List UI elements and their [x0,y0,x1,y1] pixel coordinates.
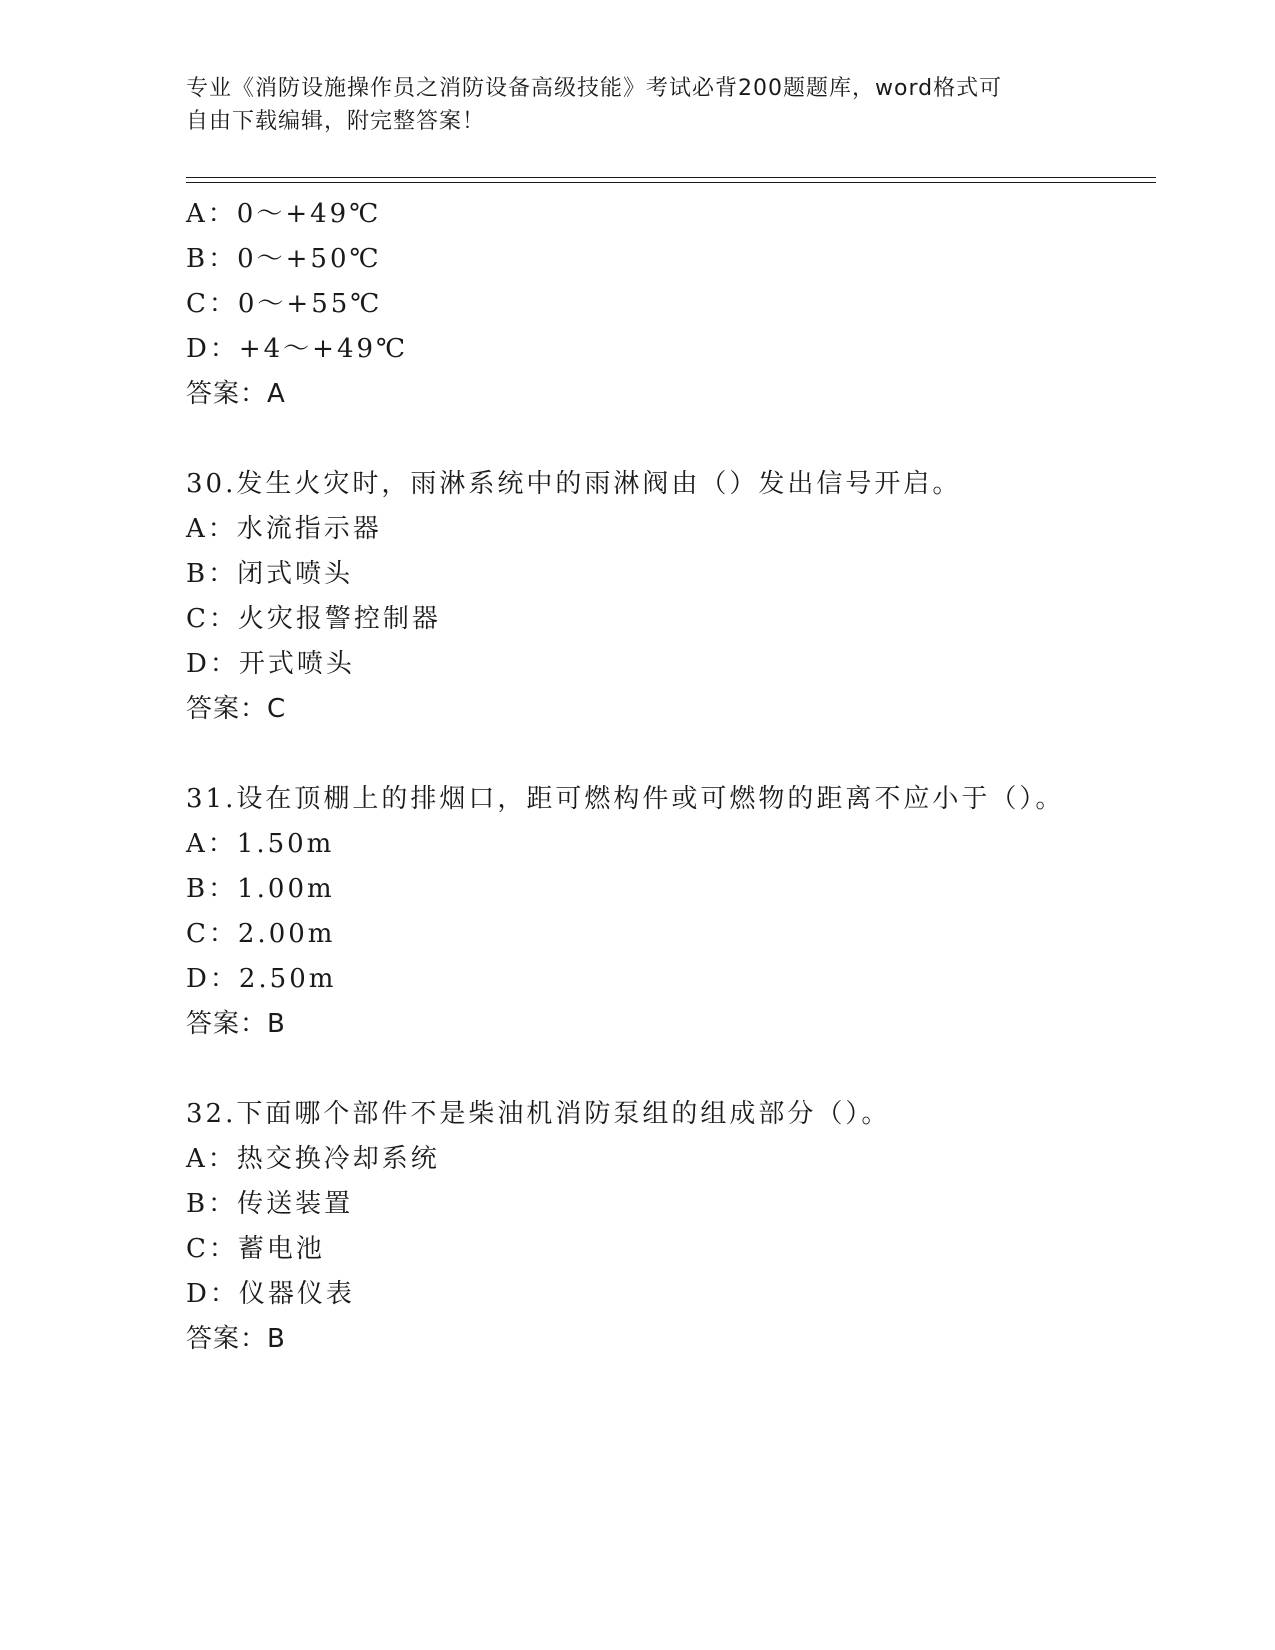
answer: 答案：B [186,1009,286,1039]
option-c: C：2.00m [186,919,336,949]
option-b: B：0～+50℃ [186,244,382,274]
option-c: C：火灾报警控制器 [186,604,441,634]
question-30: 30.发生火灾时，雨淋系统中的雨淋阀由（）发出信号开启。 [186,469,962,499]
option-d: D：仪器仪表 [186,1279,355,1309]
option-a: A：1.50m [186,829,335,859]
answer: 答案：A [186,379,286,409]
answer: 答案：B [186,1324,286,1354]
option-a: A：水流指示器 [186,514,382,544]
header-line-1: 专业《消防设施操作员之消防设备高级技能》考试必背200题题库，word格式可 [186,76,1003,101]
question-31: 31.设在顶棚上的排烟口，距可燃构件或可燃物的距离不应小于（）。 [186,784,1065,814]
header-divider-top [186,177,1156,178]
header-line-2: 自由下载编辑，附完整答案！ [186,109,486,134]
option-d: D：开式喷头 [186,649,355,679]
document-header [186,72,1086,138]
answer: 答案：C [186,694,287,724]
option-a: A：热交换冷却系统 [186,1144,440,1174]
option-c: C：0～+55℃ [186,289,383,319]
option-c: C：蓄电池 [186,1234,325,1264]
header-divider-bottom [186,182,1156,183]
option-d: D：2.50m [186,964,337,994]
option-b: B：闭式喷头 [186,559,354,589]
option-b: B：传送装置 [186,1189,354,1219]
option-d: D：+4～+49℃ [186,334,409,364]
option-b: B：1.00m [186,874,335,904]
option-a: A：0～+49℃ [186,199,382,229]
question-32: 32.下面哪个部件不是柴油机消防泵组的组成部分（）。 [186,1099,891,1129]
